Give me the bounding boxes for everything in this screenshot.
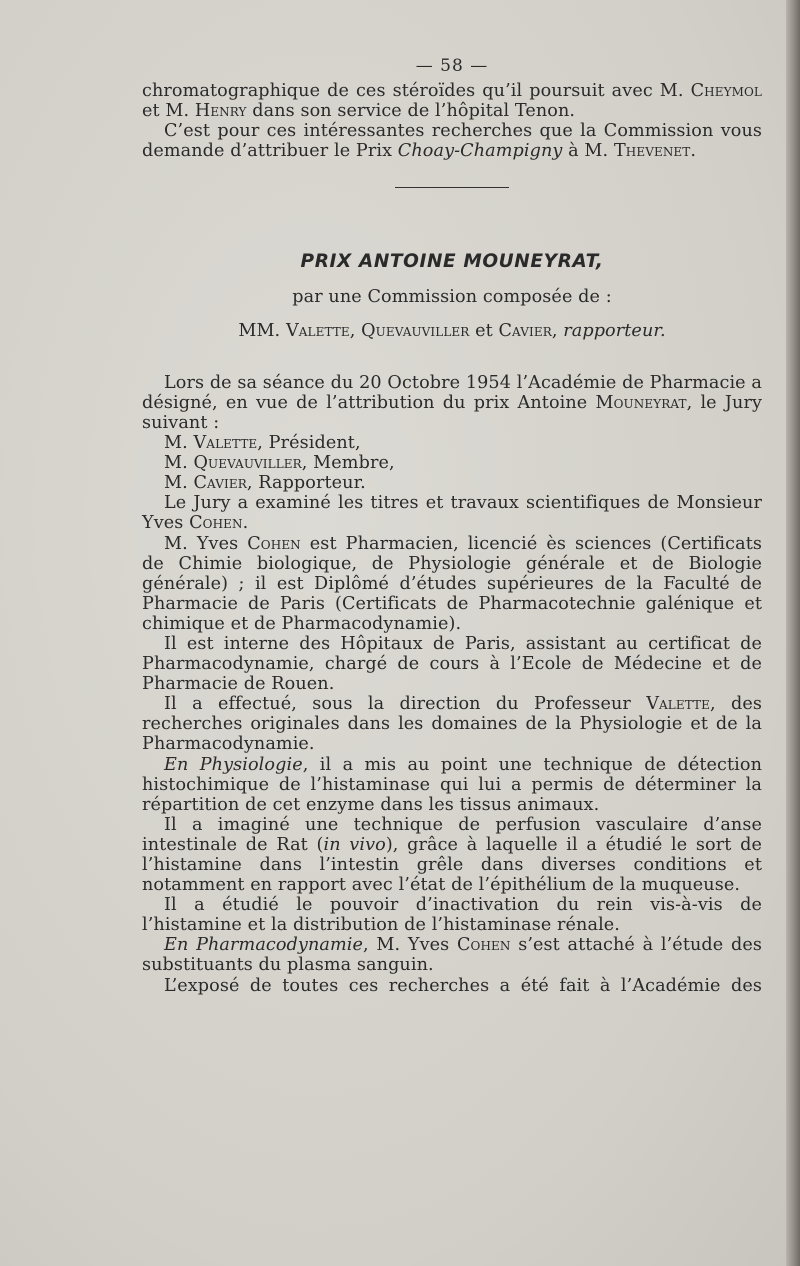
- latin-term: in vivo: [323, 834, 386, 855]
- jury-role: , Président,: [257, 433, 361, 454]
- paragraph-research: [142, 694, 762, 754]
- person-name: Mouneyrat: [595, 392, 687, 413]
- intro-text: à M.: [562, 141, 614, 162]
- person-name: Cohen: [456, 935, 511, 956]
- person-name: Cavier: [193, 473, 247, 494]
- jury-prefix: M.: [164, 453, 194, 474]
- paragraph-text: s’est attaché à l’étude des substituants du plasma sanguin.: [142, 935, 762, 976]
- commission-text: MM.: [238, 320, 286, 341]
- paragraph-jury-exam: [142, 493, 762, 533]
- prize-name: Choay-Champigny: [397, 141, 563, 162]
- paragraph-text: , M. Yves: [363, 935, 457, 956]
- paragraph-text: .: [242, 513, 249, 534]
- paragraph-text: M. Yves: [164, 533, 248, 554]
- paragraph-text: , des recherches originales dans les domaines de la Physiologie et de la Pharmacodynamie.: [142, 694, 762, 755]
- intro-paragraph-2: [142, 121, 762, 161]
- prize-title: PRIX ANTOINE MOUNEYRAT,: [300, 251, 604, 273]
- paragraph-exposition: L’exposé de toutes ces recherches a été fait à l’Académie des: [164, 975, 762, 996]
- jury-item: [164, 473, 762, 493]
- person-name: Thevenet: [613, 141, 691, 162]
- jury-item: [164, 433, 762, 453]
- paragraph-text: Il a effectué, sous la direction du Professeur: [164, 694, 647, 715]
- paragraph-text: ), grâce à laquelle il a étudié le sort de l’histamine dans l’intestin grêle dans diverses conditions et notamment en rapport avec l’état de l’épithélium de la muqueuse.: [142, 834, 762, 896]
- paragraph-text: Il a imaginé une technique de perfusion vasculaire d’anse intestinale de Rat (: [142, 814, 762, 855]
- commission-members: [142, 321, 762, 341]
- paragraph-text: Lors de sa séance du 20 Octobre 1954 l’Académie de Pharmacie a désigné, en vue de l’attribution du prix Antoine: [142, 372, 762, 413]
- person-name: Valette: [646, 694, 711, 715]
- paragraph-jury-intro: [142, 373, 762, 433]
- section-divider: [395, 187, 509, 188]
- commission-text: et: [469, 320, 499, 341]
- intro-paragraph: [142, 81, 762, 121]
- intro-text: et M.: [142, 101, 195, 122]
- section-label: En Physiologie: [164, 754, 303, 775]
- paragraph-text: , le Jury suivant :: [142, 392, 763, 433]
- paragraph-positions: Il est interne des Hôpitaux de Paris, assistant au certificat de Pharmacodynamie, chargé de cours à l’Ecole de Médecine et de Pharmacie de Rouen.: [142, 633, 762, 695]
- commission-text: ,: [551, 320, 564, 341]
- paragraph-kidney: Il a étudié le pouvoir d’inactivation du rein vis-à-vis de l’histamine et la distribution de l’histaminase rénale.: [142, 895, 762, 936]
- paragraph-physiology: [142, 755, 762, 815]
- paragraph-text: , il a mis au point une technique de détection histochimique de l’histaminase qui lui a permis de déterminer la répartition de cet enzyme dans les tissus animaux.: [142, 754, 763, 815]
- paragraph-diplomas: [142, 534, 762, 634]
- commission-text: ,: [349, 320, 362, 341]
- person-name: Valette: [285, 320, 350, 341]
- text-block: [142, 56, 762, 996]
- paragraph-pharmacodynamics: [142, 935, 762, 975]
- intro-text: dans son service de l’hôpital Tenon.: [246, 101, 576, 122]
- page-number: — 58 —: [415, 56, 489, 76]
- paragraph-text: Le Jury a examiné les titres et travaux scientifiques de Monsieur Yves: [142, 493, 762, 534]
- jury-prefix: M.: [164, 473, 194, 494]
- page-edge: [786, 0, 800, 1266]
- jury-role: , Rapporteur.: [246, 473, 366, 494]
- person-name: Valette: [193, 433, 258, 454]
- person-name: Cohen: [247, 533, 301, 554]
- person-name: Quevauviller: [193, 453, 302, 474]
- intro-text: .: [690, 141, 697, 162]
- person-name: Cheymol: [690, 81, 762, 102]
- paragraph-perfusion: [142, 815, 762, 895]
- jury-list: [142, 433, 762, 493]
- person-name: Cavier: [498, 320, 552, 341]
- commission-intro: par une Commission composée de :: [292, 286, 612, 307]
- person-name: Quevauviller: [361, 320, 470, 341]
- section-label: En Pharmacodynamie: [164, 935, 363, 956]
- intro-text: C’est pour ces intéressantes recherches que la Commission vous demande d’attribuer le Prix: [142, 121, 762, 162]
- paragraph-text: est Pharmacien, licencié ès sciences (Certificats de Chimie biologique, de Physiologie générale et de Biologie générale) ; il est Diplômé d’études supérieures de la Faculté de Pharmacie de Paris (Certificats de Pharmacotechnie galénique et chimique et de Pharmacodynamie).: [142, 533, 763, 634]
- rapporteur-label: rapporteur.: [563, 320, 666, 341]
- jury-prefix: M.: [164, 433, 194, 454]
- person-name: Henry: [194, 101, 247, 122]
- person-name: Cohen: [189, 513, 243, 534]
- jury-item: [164, 453, 762, 473]
- intro-text: chromatographique de ces stéroïdes qu’il poursuit avec M.: [142, 81, 691, 102]
- jury-role: , Membre,: [301, 453, 395, 474]
